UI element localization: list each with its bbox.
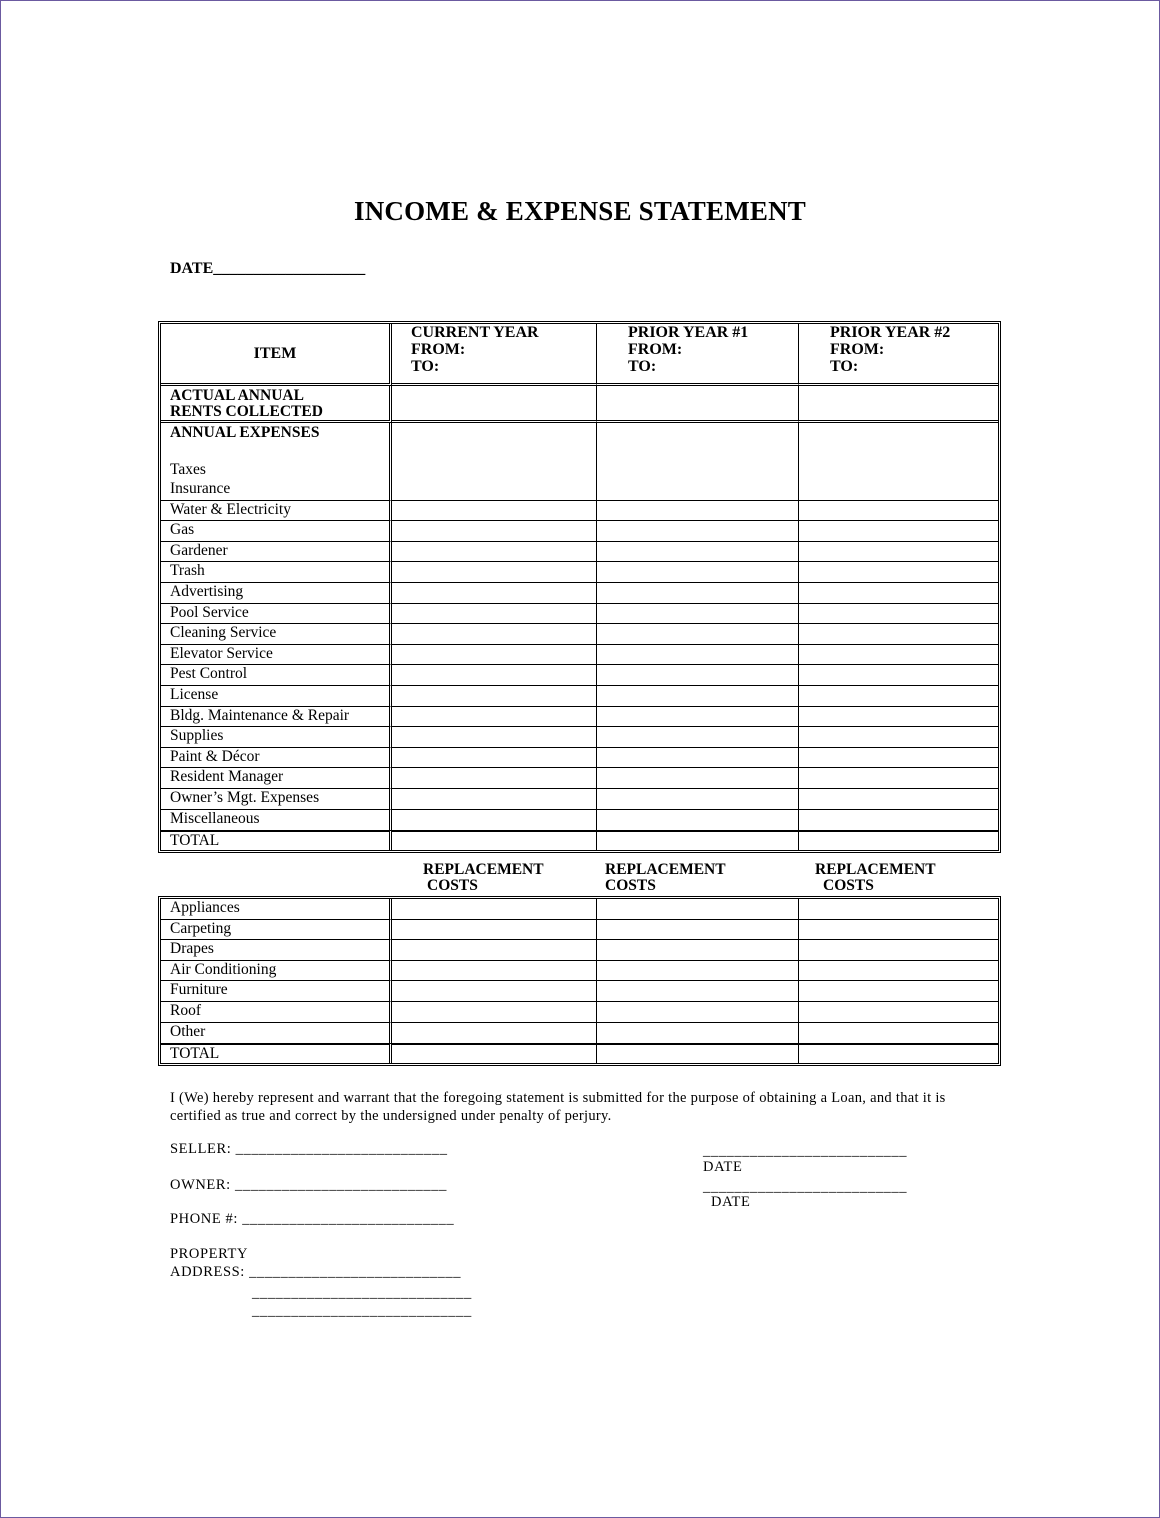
expense-row-cell[interactable] xyxy=(799,562,998,583)
expense-row-cell[interactable] xyxy=(799,521,998,542)
replacement-row-cell[interactable] xyxy=(799,899,998,920)
expense-row-cell[interactable] xyxy=(799,480,998,501)
replacement-total-label: TOTAL xyxy=(161,1043,392,1063)
total-prior2-cell[interactable] xyxy=(799,830,998,850)
certification-statement: I (We) hereby represent and warrant that the foregoing statement is submitted for the purpose of obtaining a Loan, and that it is certified as true and correct by the undersigned under penalty of perjury. xyxy=(170,1090,946,1124)
expense-row-label: Pool Service xyxy=(161,604,392,625)
expense-row-cell[interactable] xyxy=(597,665,799,686)
date-signature-line-2[interactable]: __________________________ xyxy=(703,1179,908,1195)
expense-row-cell[interactable] xyxy=(392,707,597,728)
replacement-row-label: Roof xyxy=(161,1002,392,1023)
expense-row-cell[interactable] xyxy=(392,501,597,522)
expense-row-cell[interactable] xyxy=(392,810,597,831)
replacement-row-cell[interactable] xyxy=(799,940,998,961)
expense-row-cell[interactable] xyxy=(597,501,799,522)
current-year-header: CURRENT YEAR FROM: TO: xyxy=(392,324,597,386)
rents-prior1-cell[interactable] xyxy=(597,386,799,423)
replacement-row-cell[interactable] xyxy=(597,1023,799,1044)
expense-row-label: Gas xyxy=(161,521,392,542)
replacement-row-label: Air Conditioning xyxy=(161,961,392,982)
address-line[interactable]: ADDRESS: ___________________________ xyxy=(170,1264,462,1280)
expense-row-cell[interactable] xyxy=(392,727,597,748)
expense-row-cell[interactable] xyxy=(392,645,597,666)
expense-row xyxy=(161,789,998,810)
expense-row-cell[interactable] xyxy=(392,768,597,789)
replacement-row-label: Furniture xyxy=(161,981,392,1002)
expense-row xyxy=(161,583,998,604)
replacement-row-cell[interactable] xyxy=(799,1002,998,1023)
expense-row xyxy=(161,480,998,501)
expense-row-cell[interactable] xyxy=(392,624,597,645)
expense-row-cell[interactable] xyxy=(597,521,799,542)
expense-row xyxy=(161,748,998,769)
replacement-row-cell[interactable] xyxy=(392,1023,597,1044)
expense-row xyxy=(161,501,998,522)
replacement-row xyxy=(161,940,998,961)
expense-row-cell[interactable] xyxy=(597,768,799,789)
expense-row-label: Cleaning Service xyxy=(161,624,392,645)
expense-row-cell[interactable] xyxy=(392,686,597,707)
expense-row-cell[interactable] xyxy=(597,645,799,666)
expense-row-label: Trash xyxy=(161,562,392,583)
replacement-row-label: Other xyxy=(161,1023,392,1044)
expenses-total-label: TOTAL xyxy=(161,830,392,850)
replacement-row-cell[interactable] xyxy=(597,1002,799,1023)
replacement-row-cell[interactable] xyxy=(392,961,597,982)
seller-signature-line[interactable]: SELLER: ___________________________ xyxy=(170,1141,448,1157)
expense-row xyxy=(161,542,998,563)
expense-row-cell[interactable] xyxy=(799,686,998,707)
expense-row-cell[interactable] xyxy=(392,542,597,563)
expense-row-label: Bldg. Maintenance & Repair xyxy=(161,707,392,728)
expense-row xyxy=(161,521,998,542)
expense-cell[interactable] xyxy=(597,423,799,480)
replacement-row xyxy=(161,981,998,1002)
expense-row-cell[interactable] xyxy=(799,727,998,748)
expense-cell[interactable] xyxy=(392,423,597,480)
expense-row-label: Advertising xyxy=(161,583,392,604)
item-header: ITEM xyxy=(161,324,392,386)
owner-signature-line[interactable]: OWNER: ___________________________ xyxy=(170,1177,447,1193)
expense-row xyxy=(161,686,998,707)
replacement-costs-header-1: REPLACEMENT COSTS xyxy=(423,861,544,894)
expense-row-cell[interactable] xyxy=(799,665,998,686)
property-label: PROPERTY xyxy=(170,1246,249,1262)
expense-row-cell[interactable] xyxy=(597,583,799,604)
expense-row-cell[interactable] xyxy=(392,562,597,583)
expense-row xyxy=(161,604,998,625)
expense-row xyxy=(161,624,998,645)
replacement-row-cell[interactable] xyxy=(597,981,799,1002)
expense-row-cell[interactable] xyxy=(799,583,998,604)
expense-row-cell[interactable] xyxy=(392,521,597,542)
expense-row-cell[interactable] xyxy=(597,748,799,769)
expense-row-label: License xyxy=(161,686,392,707)
replacement-row xyxy=(161,961,998,982)
replacement-row-cell[interactable] xyxy=(597,961,799,982)
expense-row xyxy=(161,707,998,728)
replacement-row-label: Appliances xyxy=(161,899,392,920)
rents-prior2-cell[interactable] xyxy=(799,386,998,423)
replacement-row-cell[interactable] xyxy=(392,940,597,961)
date-label-2: DATE xyxy=(711,1194,751,1210)
expense-row-label: Owner’s Mgt. Expenses xyxy=(161,789,392,810)
replacement-row-cell[interactable] xyxy=(597,899,799,920)
expense-row-cell[interactable] xyxy=(799,604,998,625)
expense-row xyxy=(161,727,998,748)
replacement-row xyxy=(161,1002,998,1023)
expense-row xyxy=(161,562,998,583)
expense-row-cell[interactable] xyxy=(392,583,597,604)
expense-row-cell[interactable] xyxy=(799,624,998,645)
date-signature-line-1[interactable]: __________________________ xyxy=(703,1143,908,1159)
replacement-costs-table xyxy=(158,896,1001,1066)
replacement-row-cell[interactable] xyxy=(392,899,597,920)
expense-row-cell[interactable] xyxy=(392,789,597,810)
expense-row-label: Supplies xyxy=(161,727,392,748)
expense-row-cell[interactable] xyxy=(597,480,799,501)
expense-row-cell[interactable] xyxy=(597,727,799,748)
expense-row-cell[interactable] xyxy=(799,768,998,789)
expense-row-cell[interactable] xyxy=(799,501,998,522)
expense-row-cell[interactable] xyxy=(392,604,597,625)
expense-row-label: Miscellaneous xyxy=(161,810,392,831)
expense-row-cell[interactable] xyxy=(597,789,799,810)
expense-row-cell[interactable] xyxy=(597,604,799,625)
replacement-row-cell[interactable] xyxy=(392,981,597,1002)
phone-line[interactable]: PHONE #: ___________________________ xyxy=(170,1211,455,1227)
expense-row xyxy=(161,645,998,666)
expense-row-cell[interactable] xyxy=(799,707,998,728)
expense-row-label: Pest Control xyxy=(161,665,392,686)
page-title: INCOME & EXPENSE STATEMENT xyxy=(353,196,806,226)
expense-row-cell[interactable] xyxy=(597,562,799,583)
expense-row-label: Insurance xyxy=(161,480,392,501)
date-label-1: DATE xyxy=(703,1159,743,1175)
annual-expenses-label: ANNUAL EXPENSES Taxes xyxy=(161,423,392,480)
replacement-row-cell[interactable] xyxy=(597,920,799,941)
rents-current-cell[interactable] xyxy=(392,386,597,423)
expense-row xyxy=(161,665,998,686)
expense-row-cell[interactable] xyxy=(799,645,998,666)
address-line-3[interactable]: ____________________________ xyxy=(252,1303,472,1319)
expense-row xyxy=(161,810,998,831)
expense-row-cell[interactable] xyxy=(597,707,799,728)
expense-row-cell[interactable] xyxy=(597,810,799,831)
replacement-row-cell[interactable] xyxy=(799,961,998,982)
date-field[interactable]: DATE___________________ xyxy=(170,260,366,277)
replacement-row-cell[interactable] xyxy=(597,940,799,961)
replacement-total-cell[interactable] xyxy=(799,1043,998,1063)
prior-year-1-header: PRIOR YEAR #1 FROM: TO: xyxy=(597,324,799,386)
expense-row-cell[interactable] xyxy=(799,748,998,769)
replacement-row-label: Carpeting xyxy=(161,920,392,941)
expense-cell[interactable] xyxy=(799,423,998,480)
expense-row-cell[interactable] xyxy=(799,789,998,810)
expense-row-cell[interactable] xyxy=(597,686,799,707)
expense-row-cell[interactable] xyxy=(799,810,998,831)
replacement-row xyxy=(161,899,998,920)
expense-row-label: Resident Manager xyxy=(161,768,392,789)
expense-row-cell[interactable] xyxy=(392,665,597,686)
replacement-row-cell[interactable] xyxy=(392,920,597,941)
income-expense-table xyxy=(158,321,1001,853)
replacement-costs-header-3: REPLACEMENT COSTS xyxy=(815,861,936,894)
replacement-row-cell[interactable] xyxy=(799,981,998,1002)
rents-collected-label: ACTUAL ANNUAL RENTS COLLECTED xyxy=(161,386,392,423)
replacement-row xyxy=(161,920,998,941)
address-line-2[interactable]: ____________________________ xyxy=(252,1285,472,1301)
total-prior1-cell[interactable] xyxy=(597,830,799,850)
replacement-total-cell[interactable] xyxy=(597,1043,799,1063)
expense-row-label: Paint & Décor xyxy=(161,748,392,769)
expense-row xyxy=(161,768,998,789)
expense-row-label: Gardener xyxy=(161,542,392,563)
prior-year-2-header: PRIOR YEAR #2 FROM: TO: xyxy=(799,324,998,386)
replacement-row xyxy=(161,1023,998,1044)
replacement-costs-header-2: REPLACEMENT COSTS xyxy=(605,861,726,894)
replacement-row-label: Drapes xyxy=(161,940,392,961)
replacement-row-cell[interactable] xyxy=(799,1023,998,1044)
expense-row-cell[interactable] xyxy=(392,480,597,501)
expense-row-cell[interactable] xyxy=(597,542,799,563)
expense-row-cell[interactable] xyxy=(799,542,998,563)
replacement-total-cell[interactable] xyxy=(392,1043,597,1063)
expense-row-cell[interactable] xyxy=(392,748,597,769)
replacement-row-cell[interactable] xyxy=(799,920,998,941)
expense-row-label: Elevator Service xyxy=(161,645,392,666)
expense-row-label: Water & Electricity xyxy=(161,501,392,522)
expense-row-cell[interactable] xyxy=(597,624,799,645)
total-current-cell[interactable] xyxy=(392,830,597,850)
replacement-row-cell[interactable] xyxy=(392,1002,597,1023)
